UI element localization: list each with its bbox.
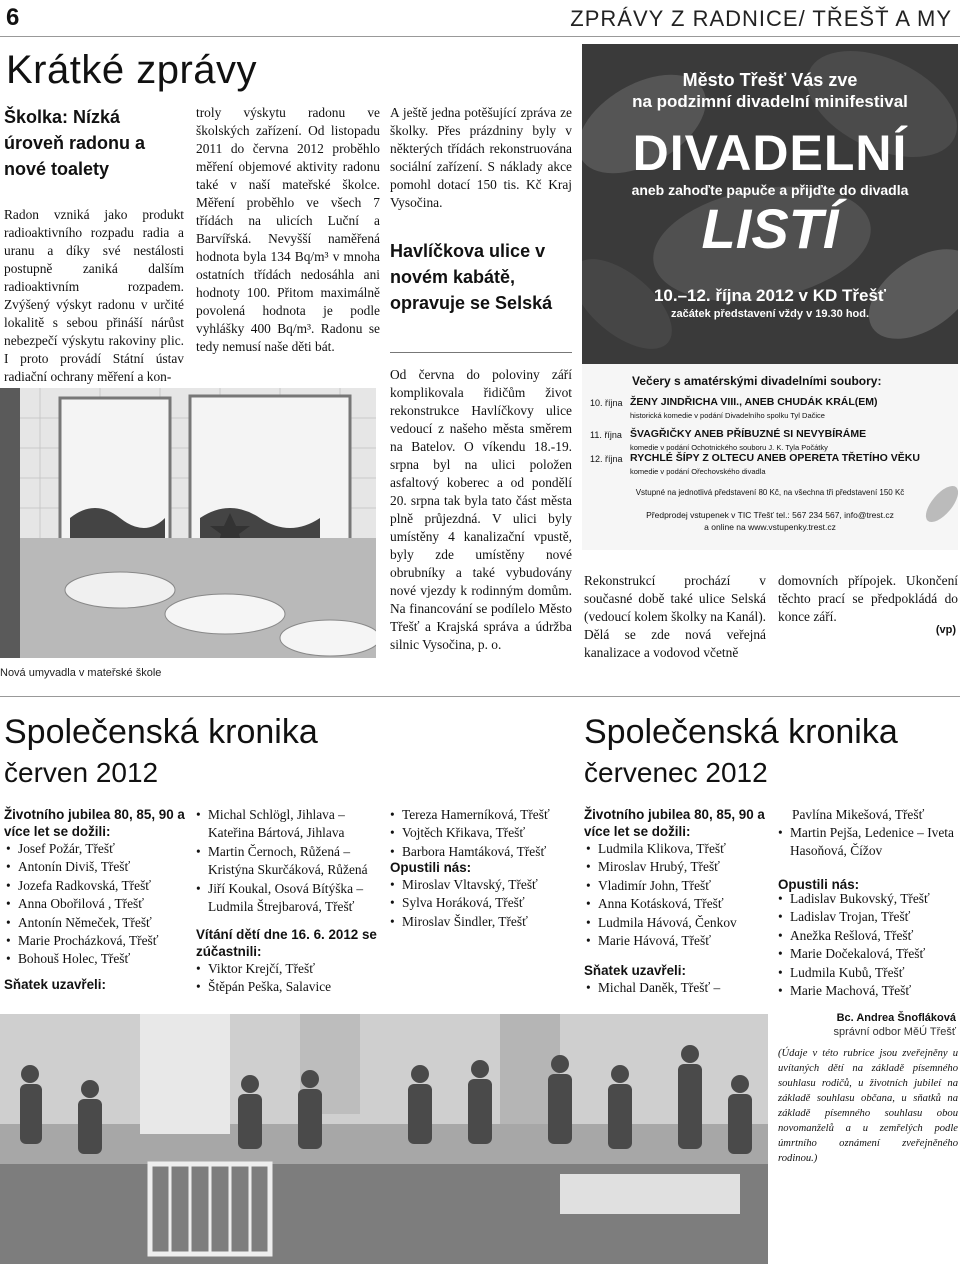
- list-item: • Štěpán Peška, Salavice: [196, 978, 378, 996]
- poster-web: a online na www.vstupenky.trest.cz: [704, 522, 836, 532]
- list-item: • Ladislav Bukovský, Třešť: [778, 890, 958, 908]
- poster-dates: 10.–12. října 2012 v KD Třešť: [653, 286, 887, 305]
- list-item: • Viktor Krejčí, Třešť: [196, 960, 378, 978]
- kronika-june-subtitle: červen 2012: [4, 757, 159, 788]
- kronika-july-subtitle: červenec 2012: [584, 757, 768, 788]
- article-signature: (vp): [935, 624, 956, 636]
- june-welcome-list-b: [390, 806, 572, 861]
- list-item: • Michal Daněk, Třešť –: [586, 979, 766, 997]
- poster-prices: Vstupné na jednotlivá představení 80 Kč, na všechna tři představení 150 Kč: [635, 488, 905, 497]
- list-item: • Bohouš Holec, Třešť: [6, 950, 192, 968]
- june-marriage-heading: Sňatek uzavřeli:: [4, 977, 106, 992]
- list-item: • Miroslav Hrubý, Třešť: [586, 858, 772, 876]
- poster-presale: Předprodej vstupenek v TIC Třešť tel.: 567 234 567, info@trest.cz: [646, 510, 894, 520]
- list-item: • Anna Kotásková, Třešť: [586, 895, 772, 913]
- list-item: • Miroslav Šindler, Třešť: [390, 913, 572, 931]
- poster-festival-line: na podzimní divadelní minifestival: [632, 92, 908, 111]
- poster-invite: Město Třešť Vás zve: [682, 70, 858, 90]
- poster-show-3-date: 12. října: [590, 454, 623, 464]
- kronika-july-title: Společenská kronika: [584, 713, 898, 751]
- list-item: • Tereza Hamerníková, Třešť: [390, 806, 572, 824]
- list-item: • Josef Požár, Třešť: [6, 840, 192, 858]
- radon-heading: Školka: Nízká úroveň radonu a nové toalety: [4, 107, 146, 179]
- washbasin-photo-caption: Nová umyvadla v mateřské škole: [0, 667, 162, 679]
- list-item: • Ladislav Trojan, Třešť: [778, 908, 958, 926]
- poster-show-1-title: ŽENY JINDŘICHA VIII., ANEB CHUDÁK KRÁL(EM): [630, 396, 878, 408]
- list-item: • Antonín Němeček, Třešť: [6, 914, 192, 932]
- july-deaths-heading: Opustili nás:: [778, 877, 860, 892]
- june-welcome-heading: Vítání dětí dne 16. 6. 2012 se zúčastnili:: [196, 927, 377, 959]
- list-item: • Marie Hávová, Třešť: [586, 932, 772, 950]
- list-item: • Martin Pejša, Ledenice – Iveta Hasoňová, Čížov: [778, 824, 958, 861]
- june-jubilee-list: [6, 840, 192, 969]
- poster-show-2-date: 11. října: [590, 430, 622, 440]
- washbasin-photo-illustration: [0, 388, 376, 658]
- author-role: správní odbor MěÚ Třešť: [833, 1026, 956, 1038]
- june-welcome-list-a: [196, 960, 378, 997]
- welcome-ceremony-photo: [0, 1014, 768, 1264]
- july-marriage-list-a: [586, 979, 766, 997]
- radon-text-col1: Radon vzniká jako produkt radioaktivního rozpadu radia a uranu a díky své nestálosti postupně zaniká dalším radioaktivním rozpadem. Zvýšený výskyt radonu v určité lokalitě s sebou přináší nárůst nebezpečí výskytu rakoviny plic. I proto provádí Státní ústav radiační ochrany měření a kon-: [4, 207, 184, 384]
- list-item: • Sylva Horáková, Třešť: [390, 894, 572, 912]
- poster-title-listi: LISTÍ: [701, 197, 839, 260]
- july-marriage-list-b: [778, 824, 958, 861]
- list-item: • Marie Machová, Třešť: [778, 982, 958, 1000]
- list-item: • Vladimír John, Třešť: [586, 877, 772, 895]
- list-item: • Barbora Hamtáková, Třešť: [390, 843, 572, 861]
- list-item: • Marie Dočekalová, Třešť: [778, 945, 958, 963]
- june-jubilee-heading: Životního jubilea 80, 85, 90 a více let se dožili:: [4, 807, 185, 839]
- selska-text-continued: domovních přípojek. Ukončení těchto prací se předpokládá do konce září.: [778, 573, 958, 624]
- festival-poster: [582, 44, 958, 550]
- havlickova-text: Od června do poloviny září komplikovala řidičům život rekonstrukce Havlíčkovy ulice vedoucí z našeho města směrem na Batelov. O víkendu 18.-19. srpna byl na ulici položen asfaltový koberec a od pondělí 20. srpna tak byla tato část města plně průjezdná. V ulici byly umístěny 4 kanalizační vpustě, byly zde umístěny nové obrubníky a také vybudovány nové vjezdy k rodinným domům. Na financování se podílelo Město Třešť a Krajská správa a údržba silnic Vysočina, p. o.: [390, 367, 572, 652]
- section-title: Krátké zprávy: [6, 48, 258, 92]
- list-item: • Ludmila Klikova, Třešť: [586, 840, 772, 858]
- poster-show-1-date: 10. října: [590, 398, 623, 408]
- privacy-note: (Údaje v této rubrice jsou zveřejněny u uvítaných dětí na základě písemného souhlasu rodičů, u životních jubileí na základě souhlasu občana, u sňatků na základě písemného souhlasu obou novomanželů a u zemřelých podle úmrtního oznámení zveřejněného rodinou.): [778, 1048, 958, 1164]
- havlickova-heading-rule: [390, 352, 572, 353]
- radon-text-col3: A ještě jedna potěšující zpráva ze školky. Přes prázdniny byly v některých třídách rekonstruována sociální zařízení. S náklady akce pomohl dotací 150 tis. Kč Kraj Vysočina.: [390, 105, 572, 210]
- list-item: • Antonín Diviš, Třešť: [6, 858, 192, 876]
- poster-show-1-desc: historická komedie v podání Divadelního spolku Tyl Dačice: [630, 411, 825, 420]
- list-item: • Anežka Rešlová, Třešť: [778, 927, 958, 945]
- list-item: • Ludmila Hávová, Čenkov: [586, 914, 772, 932]
- poster-start-time: začátek představení vždy v 19.30 hod.: [670, 308, 870, 320]
- welcome-ceremony-illustration: [0, 1014, 768, 1264]
- running-head: ZPRÁVY Z RADNICE/ TŘEŠŤ A MY: [570, 6, 952, 31]
- poster-show-2-desc: komedie v podání Ochotnického souboru J. K. Tyla Počátky: [630, 443, 828, 452]
- kronika-june-title: Společenská kronika: [4, 713, 318, 751]
- poster-title-divadelni: DIVADELNÍ: [632, 125, 908, 181]
- july-jubilee-list: [586, 840, 772, 950]
- selska-text: Rekonstrukcí prochází v současné době také ulice Selská (vedoucí kolem školky na Kanál). Dělá se zde nová veřejná kanalizace a vodovod včetně: [584, 573, 766, 660]
- list-item: • Michal Schlögl, Jihlava – Kateřina Bártová, Jihlava: [196, 806, 378, 843]
- poster-subtitle: aneb zahoďte papuče a přijďte do divadla: [631, 182, 909, 198]
- poster-show-2-title: ŠVAGŘIČKY ANEB PŘÍBUZNÉ SI NEVYBÍRÁME: [630, 428, 867, 440]
- poster-show-3-title: RYCHLÉ ŠÍPY Z OLTECU ANEB OPERETA TŘETÍHO VĚKU: [630, 452, 920, 464]
- list-item: • Miroslav Vltavský, Třešť: [390, 876, 572, 894]
- page-number: 6: [6, 4, 20, 31]
- list-item: • Anna Obořilová , Třešť: [6, 895, 192, 913]
- july-marriage-heading: Sňatek uzavřeli:: [584, 963, 686, 978]
- july-deaths-list: [778, 890, 958, 1000]
- list-item: • Jiří Koukal, Osová Bítýška – Ludmila Štrejbarová, Třešť: [196, 880, 378, 917]
- poster-show-3-desc: komedie v podání Ořechovského divadla: [630, 467, 766, 476]
- list-item: • Jozefa Radkovská, Třešť: [6, 877, 192, 895]
- list-item: • Martin Černoch, Růžená – Kristýna Skurčáková, Růžená: [196, 843, 378, 880]
- section-rule: [0, 696, 960, 697]
- list-item: • Ludmila Kubů, Třešť: [778, 964, 958, 982]
- author-name: Bc. Andrea Šnofláková: [836, 1012, 956, 1024]
- havlickova-heading: Havlíčkova ulice v novém kabátě, opravuje se Selská: [390, 241, 553, 313]
- radon-text-col2: troly výskytu radonu ve školských zařízení. Od listopadu 2011 do června 2012 proběhlo měření objemové aktivity radonu také v naší mateřské školce. Měření proběhlo ve všech 7 třídách na ulicích Luční a Barvířská. Nevyšší naměřená hodnota byla 134 Bq/m³ v mnoha ostatních třídách nedosáhla ani hodnoty 100. Přitom maximálně povolená hodnota je podle vyhlášky 400 Bq/m³. Radonu se tedy nemusí naše děti bát.: [196, 105, 380, 354]
- washbasin-photo: [0, 388, 376, 658]
- list-item: • Vojtěch Křikava, Třešť: [390, 824, 572, 842]
- july-marriage-continued: Pavlína Mikešová, Třešť: [792, 807, 925, 822]
- july-jubilee-heading: Životního jubilea 80, 85, 90 a více let se dožili:: [584, 807, 765, 839]
- june-marriage-list: [196, 806, 378, 916]
- june-deaths-list: [390, 876, 572, 931]
- header-rule: [0, 36, 960, 37]
- poster-evenings-heading: Večery s amatérskými divadelními soubory:: [632, 374, 882, 388]
- june-deaths-heading: Opustili nás:: [390, 860, 472, 875]
- list-item: • Marie Procházková, Třešť: [6, 932, 192, 950]
